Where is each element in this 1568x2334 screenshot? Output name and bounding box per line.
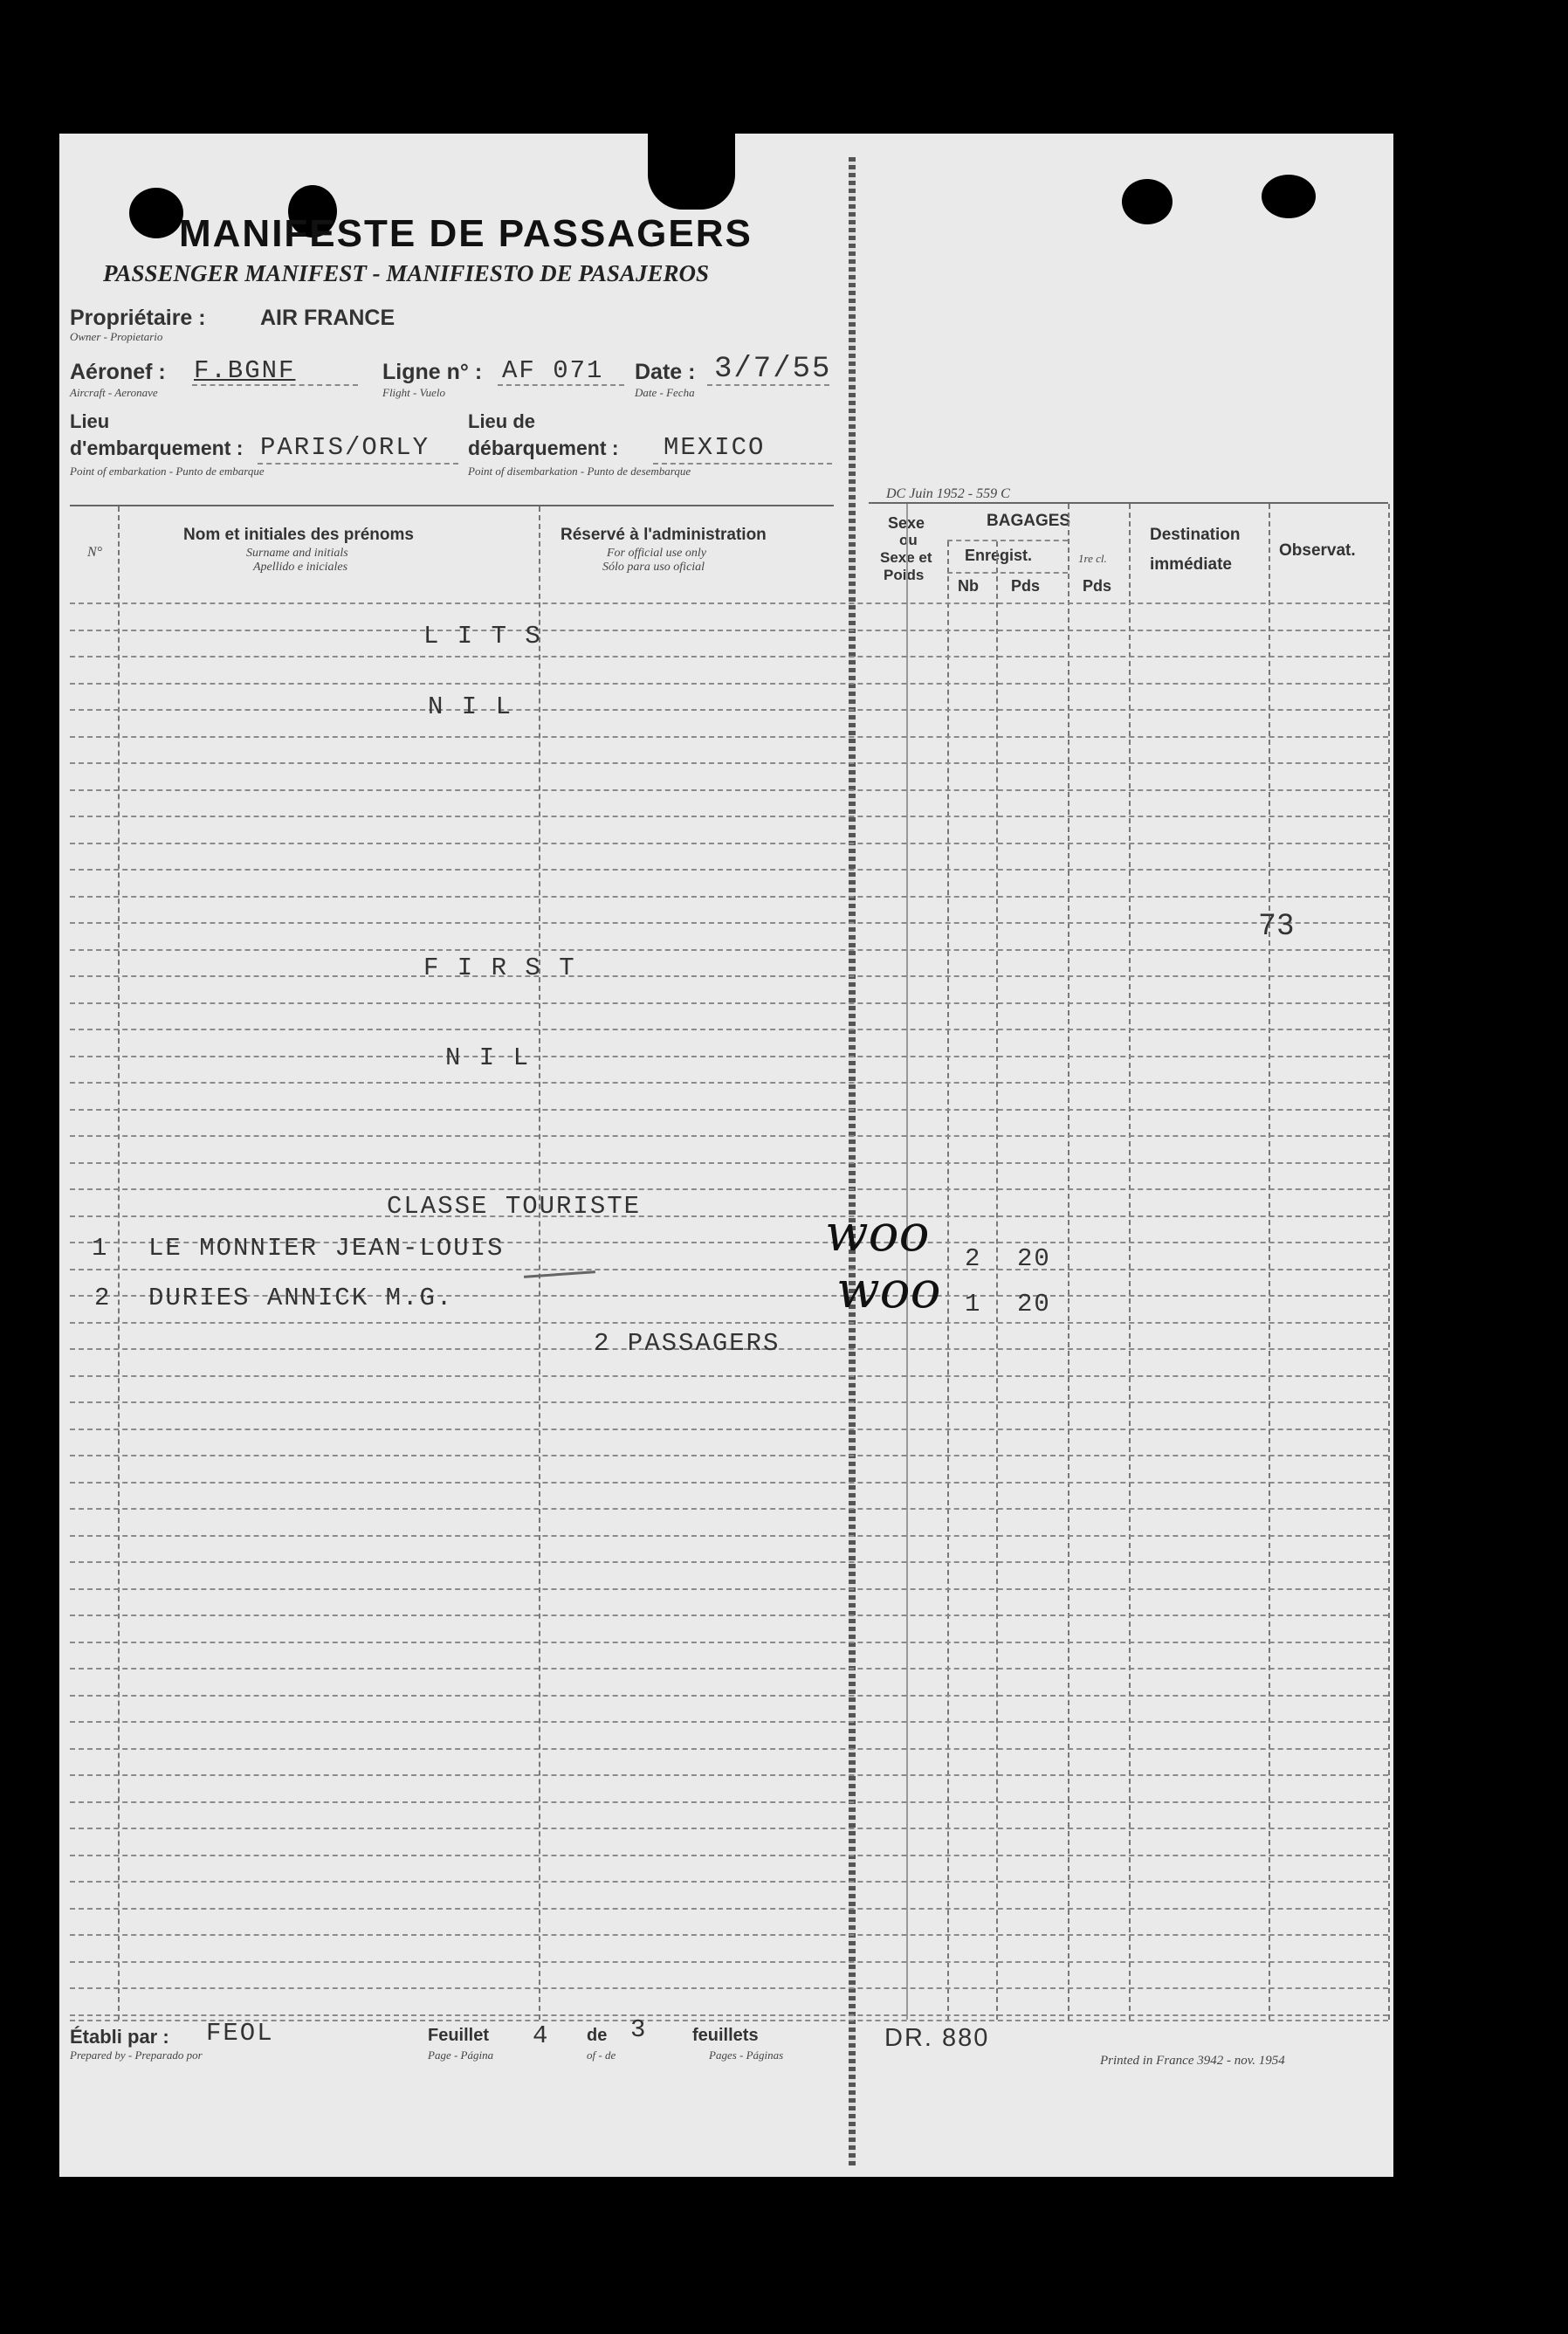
row-line [70,1561,1388,1563]
embark-label: d'embarquement : [70,437,244,459]
col-cabin: 1re cl. [1078,552,1107,565]
perforation-line [849,157,856,2165]
punch-hole [1262,175,1316,218]
dr-number: DR. 880 [884,2024,990,2052]
row-line [70,843,1388,844]
col-sex-and: Sexe et [880,549,932,566]
col-baggage: BAGAGES [987,512,1071,530]
passenger-number: 1 [92,1234,109,1263]
underline [192,384,358,386]
col-divider [1269,504,1270,2020]
row-line [70,1508,1388,1510]
date-sublabel: Date - Fecha [635,386,695,399]
row-line [70,1322,1388,1324]
col-admin-es: Sólo para uso oficial [602,561,705,574]
row-line [70,896,1388,898]
row-line [70,1695,1388,1697]
col-name-es: Apellido e iniciales [253,561,348,574]
col-observations: Observat. [1279,541,1356,560]
col-admin-en: For official use only [607,547,706,560]
row-line [70,656,1388,658]
row-line [70,736,1388,738]
sheets-label: feuillets [692,2026,759,2045]
row-line [70,1082,1388,1084]
form-title: MANIFESTE DE PASSAGERS [179,212,753,255]
row-line [70,816,1388,817]
col-destination: Destination [1150,526,1241,544]
form-reference: DC Juin 1952 - 559 C [886,486,1010,501]
sheet-sublabel: Page - Página [428,2048,494,2062]
row-line [70,1642,1388,1643]
embark-label-line1: Lieu [70,410,110,432]
passenger-total: 2 PASSAGERS [594,1329,781,1358]
sheet-value: 4 [533,2021,550,2050]
col-sex: Sexe [888,514,925,532]
printed-note: Printed in France 3942 - nov. 1954 [1100,2054,1285,2068]
row-line [70,2014,1388,2016]
col-weight: Poids [884,567,925,583]
passenger-number: 2 [94,1284,112,1312]
disembark-label-line1: Lieu de [468,410,536,432]
owner-label: Propriétaire : [70,306,206,330]
of-sublabel: of - de [587,2048,616,2062]
underline [653,463,832,465]
row-line [70,602,1388,604]
handwritten-annotation: woo [836,1260,941,1319]
row-line [70,1961,1388,1963]
row-line [70,1162,1388,1164]
row-line [70,1109,1388,1111]
top-notch [648,131,735,210]
col-cabin-pds: Pds [1083,577,1112,595]
date-value: 3/7/55 [714,353,832,386]
row-line [70,1668,1388,1670]
row-line [70,1615,1388,1616]
row-line [70,1056,1388,1057]
of-label: de [587,2026,608,2045]
row-line [70,1002,1388,1004]
owner-value: AIR FRANCE [260,306,395,330]
row-line [70,1828,1388,1829]
nil-text: N I L [428,692,513,721]
row-line [70,1801,1388,1803]
owner-sublabel: Owner - Propietario [70,330,163,343]
table-top-border-left [70,505,834,506]
section-lits: L I T S [423,622,542,651]
col-divider [1068,504,1069,2020]
disembark-label: débarquement : [468,437,619,459]
embark-sublabel: Point of embarkation - Punto de embarque [70,465,265,478]
sheet-label: Feuillet [428,2026,490,2045]
col-pds: Pds [1011,577,1041,595]
row-line [70,1588,1388,1590]
prepared-label: Établi par : [70,2026,169,2048]
col-destination-2: immédiate [1150,555,1232,574]
of-value: 3 [630,2015,648,2044]
row-line [70,949,1388,951]
row-line [70,1881,1388,1883]
row-line [70,1934,1388,1936]
underline [707,384,829,386]
row-line [70,1429,1388,1430]
passenger-name: DURIES ANNICK M.G. [148,1284,454,1312]
prepared-sublabel: Prepared by - Preparado por [70,2048,203,2062]
col-no: N° [87,545,103,560]
row-line [70,789,1388,791]
baggage-weight: 20 [1017,1290,1051,1318]
row-line [70,762,1388,764]
disembark-sublabel: Point of disembarkation - Punto de desembarque [468,465,691,478]
underline [498,384,624,386]
passenger-name: LE MONNIER JEAN-LOUIS [148,1234,505,1263]
punch-hole [1122,179,1173,224]
sheets-sublabel: Pages - Páginas [709,2048,784,2062]
col-sex-or: ou [899,532,918,548]
col-name: Nom et initiales des prénoms [183,526,414,544]
row-line [70,1269,1388,1270]
row-line [70,922,1388,924]
row-line [70,1721,1388,1723]
aircraft-label: Aéronef : [70,360,166,384]
header-divider [947,540,1068,541]
row-line [70,975,1388,977]
nil-text: N I L [445,1043,531,1072]
row-line [70,1029,1388,1030]
embark-value: PARIS/ORLY [260,433,430,462]
section-tourist: CLASSE TOURISTE [387,1192,642,1221]
form-subtitle: PASSENGER MANIFEST - MANIFIESTO DE PASAJEROS [103,260,709,286]
row-line [70,1748,1388,1750]
line-sublabel: Flight - Vuelo [382,386,445,399]
row-line [70,1535,1388,1537]
row-line [70,1188,1388,1190]
row-line [70,1482,1388,1484]
underline [258,463,458,465]
col-divider [539,506,540,2020]
row-line [70,709,1388,711]
aircraft-value: F.BGNF [194,356,296,385]
line-value: AF 071 [502,356,604,385]
line-label: Ligne n° : [382,360,483,384]
row-line [70,869,1388,871]
row-line [70,1401,1388,1403]
col-registered: Enregist. [965,547,1033,564]
row-line [70,630,1388,631]
row-line [70,1215,1388,1217]
col-name-en: Surname and initials [246,547,348,560]
row-line [70,1987,1388,1989]
row-line [70,1855,1388,1856]
baggage-count: 1 [965,1290,982,1318]
row-line [70,1375,1388,1377]
header-divider [947,572,1068,574]
aircraft-sublabel: Aircraft - Aeronave [70,386,158,399]
date-label: Date : [635,360,696,384]
row-line [70,1908,1388,1910]
prepared-value: FEOL [206,2019,274,2048]
col-divider [1388,504,1390,2020]
section-first: F I R S T [423,954,576,982]
baggage-count: 2 [965,1244,982,1273]
col-divider [1129,504,1131,2020]
handwritten-annotation: woo [825,1203,930,1263]
row-line [70,1135,1388,1137]
baggage-weight: 20 [1017,1244,1051,1273]
disembark-value: MEXICO [664,433,766,462]
col-nb: Nb [958,577,979,595]
col-divider [118,506,120,2020]
col-admin: Réservé à l'administration [560,526,767,544]
margin-number: 73 [1259,908,1296,941]
row-line [70,683,1388,685]
punch-hole [129,188,183,238]
row-line [70,1455,1388,1456]
row-line [70,1774,1388,1776]
